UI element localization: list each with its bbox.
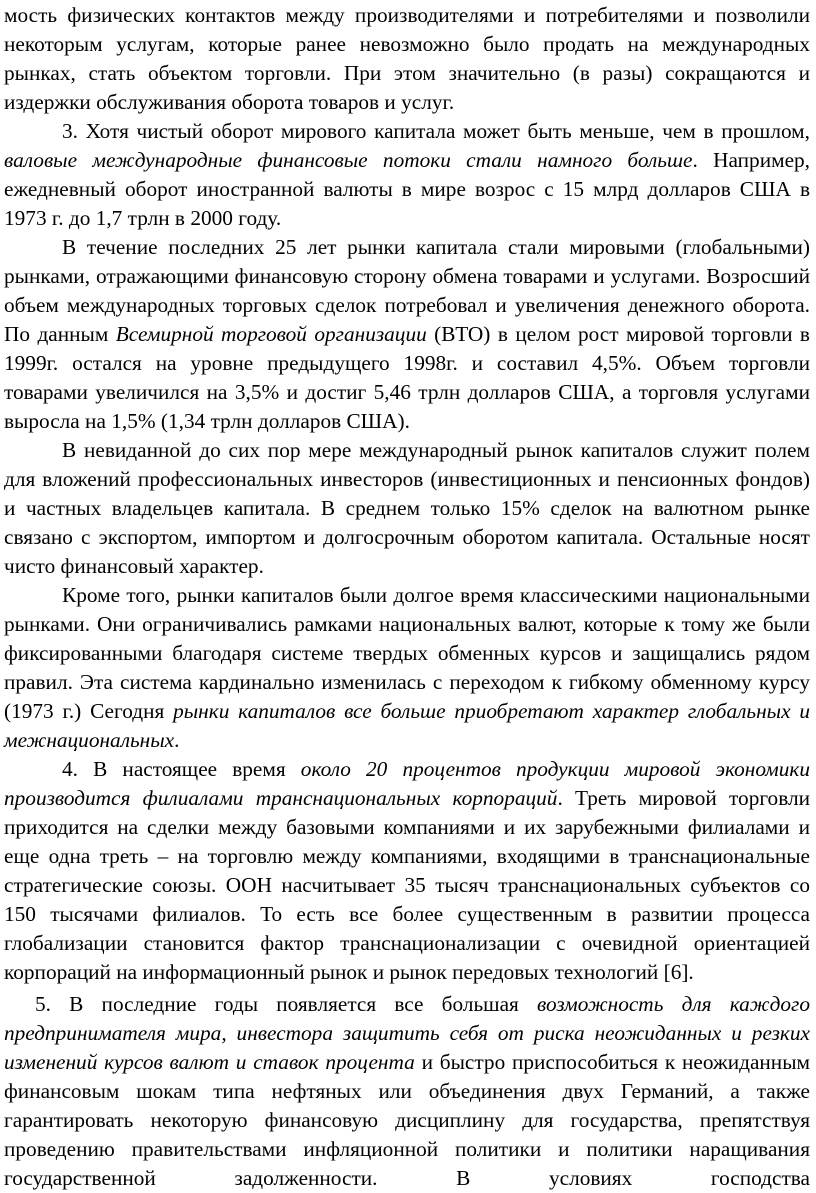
paragraph	[4, 117, 810, 233]
paragraph	[4, 581, 810, 755]
text-run: В невиданной до сих пор мере международный рынок капиталов служит полем для вложений профессиональных инвесторов (инвестиционных и пенсионных фондов) и частных владельцев капитала. В среднем только 15% сделок на валютном рынке связано с экспортом, импортом и долгосрочным оборотом капитала. Остальные носят чисто финансовый характер.	[4, 438, 810, 578]
paragraph	[4, 436, 810, 581]
text-run: . Например, ежедневный оборот иностранной валюты в мире возрос с 15 млрд долларов США в 1973 г. до 1,7 трлн в 2000 году.	[4, 148, 810, 230]
paragraph	[4, 233, 810, 436]
text-run: В течение последних 25 лет рынки капитала стали мировыми (глобальными) рынками, отражающими финансовую сторону обмена товарами и услугами. Возросший объем международных торговых сделок потребовал и увеличения денежного оборота. По данным	[4, 235, 810, 346]
paragraph	[4, 755, 810, 987]
paragraph	[4, 1, 810, 117]
text-run: .	[174, 728, 180, 752]
text-run: 5. В последние годы появляется все большая	[35, 992, 538, 1016]
paragraph	[4, 990, 810, 1193]
document-body	[4, 0, 810, 1193]
emphasis-text: рынки капиталов все больше приобретают характер глобальных и межнациональных	[4, 699, 811, 752]
text-run: 4. В настоящее время	[62, 757, 301, 781]
text-run: мость физических контактов между производителями и потребителями и позволили некоторым услугам, которые ранее невозможно было продать на международных рынках, стать объектом торговли. При этом значительно (в разы) сокращаются и издержки обслуживания оборота товаров и услуг.	[4, 3, 810, 114]
text-run: (ВТО) в целом рост мировой торговли в 1999г. остался на уровне предыдущего 1998г. и составил 4,5%. Объем торговли товарами увеличился на 3,5% и достиг 5,46 трлн долларов США, а торговля услугами выросла на 1,5% (1,34 трлн долларов США).	[4, 322, 810, 433]
text-run: и быстро приспособиться к неожиданным финансовым шокам типа нефтяных или объединения двух Германий, а также гарантировать некоторую финансовую дисциплину для государства, препятствуя проведению правительствами инфляционной политики и политики наращивания государственной задолженности. В условиях господства	[4, 1050, 810, 1190]
emphasis-text: возможность для каждого предпринимателя мира, инвестора защитить себя от риска неожиданных и резких изменений курсов валют и ставок процента	[4, 992, 810, 1074]
text-run: 3. Хотя чистый оборот мирового капитала может быть меньше, чем в прошлом,	[62, 119, 810, 143]
emphasis-text: валовые международные финансовые потоки стали намного больше	[4, 148, 693, 172]
text-run: Кроме того, рынки капиталов были долгое время классическими национальными рынками. Они ограничивались рамками национальных валют, которые к тому же были фиксированными благодаря системе твердых обменных курсов и защищались рядом правил. Эта система кардинально изменилась с переходом к гибкому обменному курсу (1973 г.) Сегодня	[4, 583, 810, 723]
emphasis-text: около 20 процентов продукции мировой экономики производится филиалами транснациональных корпораций	[4, 757, 811, 810]
text-run: . Треть мировой торговли приходится на сделки между базовыми компаниями и их зарубежными филиалами и еще одна треть – на торговлю между компаниями, входящими в транснациональные стратегические союзы. ООН насчитывает 35 тысяч транснациональных субъектов со 150 тысячами филиалов. То есть все более существенным в развитии процесса глобализации становится фактор транснационализации с очевидной ориентацией корпораций на информационный рынок и рынок передовых технологий [6].	[4, 786, 810, 984]
emphasis-text: Всемирной торговой организации	[115, 322, 427, 346]
